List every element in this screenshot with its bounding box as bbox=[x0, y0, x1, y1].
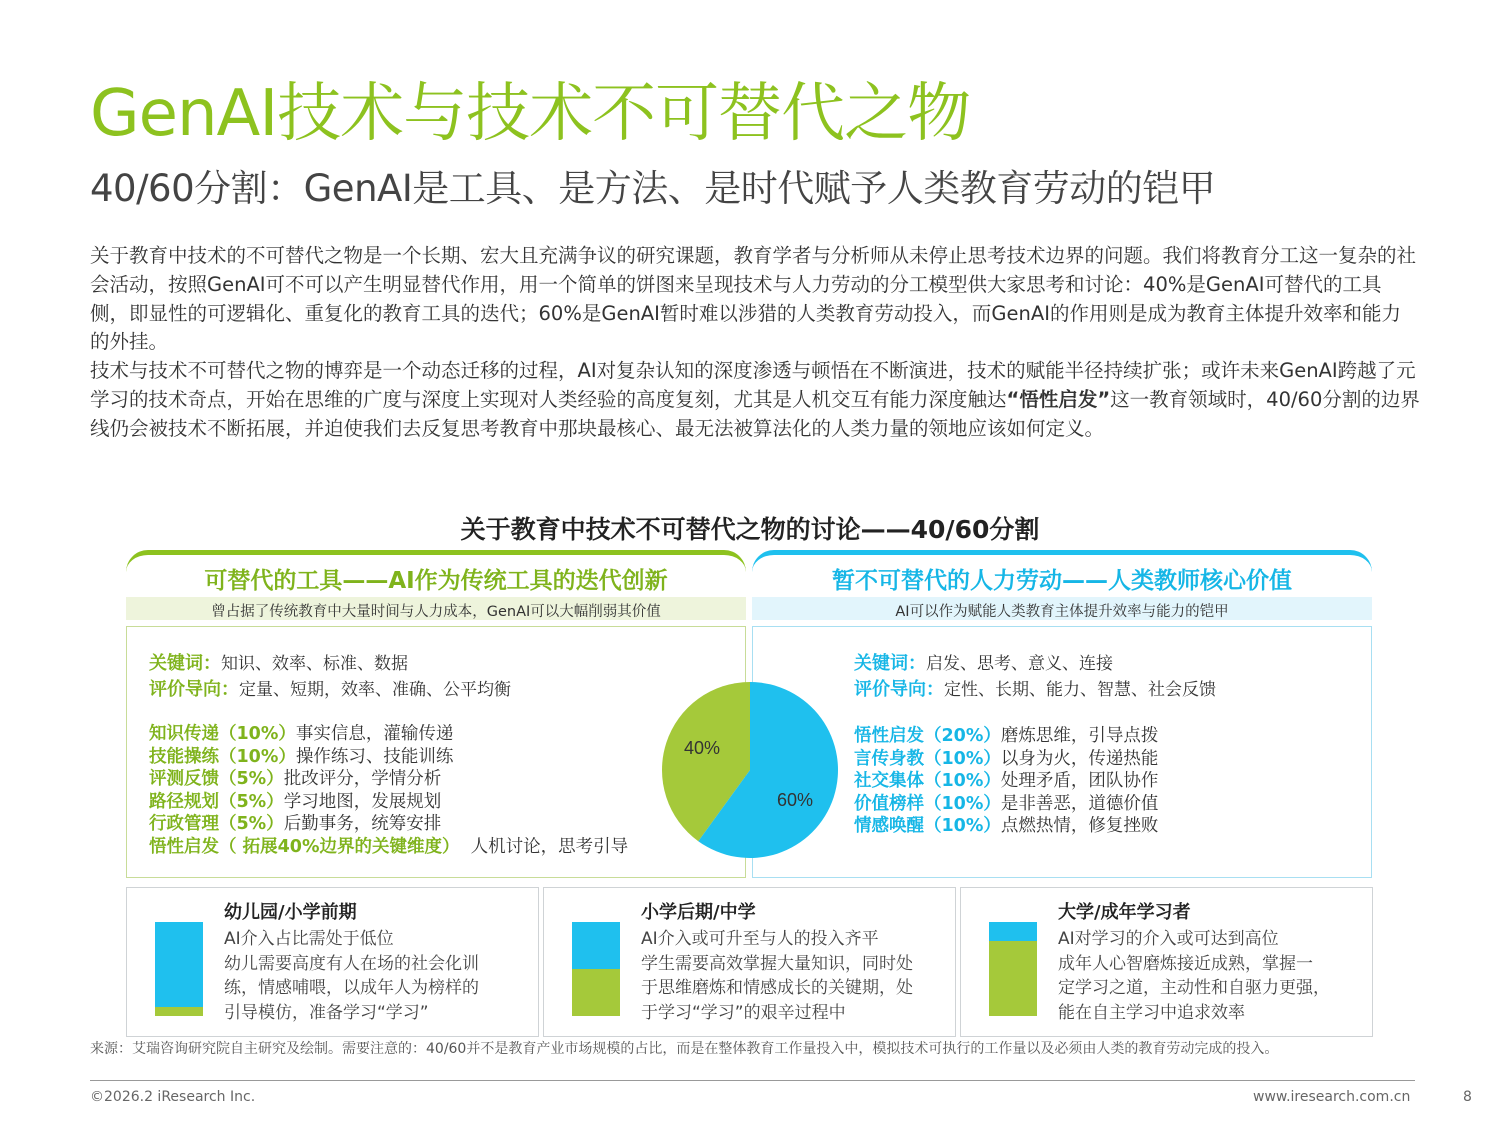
right-keywords-value: 启发、思考、意义、连接 bbox=[926, 654, 1113, 674]
left-keywords-label: 关键词： bbox=[149, 653, 221, 674]
figure-title: 关于教育中技术不可替代之物的讨论——40/60分割 bbox=[460, 515, 1040, 544]
right-keywords-label: 关键词： bbox=[854, 653, 926, 674]
stage-line: AI介入占比需处于低位 bbox=[224, 929, 394, 949]
stage-description bbox=[1058, 927, 1330, 1025]
right-item-desc: 磨炼思维，引导点拨 bbox=[1000, 726, 1159, 746]
right-item-desc: 是非善恶，道德价值 bbox=[1000, 793, 1159, 814]
stage-line: 能在自主学习中追求效率 bbox=[1058, 1002, 1245, 1023]
replaceable-tools-panel bbox=[126, 626, 746, 878]
pie-label-40: 40% bbox=[683, 738, 721, 758]
left-item-label: 行政管理（5%） bbox=[149, 814, 284, 834]
left-items-list bbox=[149, 723, 628, 858]
stage-title: 幼儿园/小学前期 bbox=[224, 902, 357, 923]
left-eval bbox=[149, 677, 511, 703]
right-item bbox=[854, 770, 1158, 793]
replaceable-tools-subtitle: 曾占据了传统教育中大量时间与人力成本，GenAI可以大幅削弱其价值 bbox=[211, 604, 661, 620]
page-title: GenAI技术与技术不可替代之物 bbox=[90, 77, 971, 151]
right-item bbox=[854, 815, 1158, 838]
replaceable-tools-header bbox=[126, 550, 746, 620]
stage-title: 大学/成年学习者 bbox=[1058, 902, 1191, 923]
human-labor-title: 暂不可替代的人力劳动——人类教师核心价值 bbox=[832, 568, 1292, 594]
stage-line: AI介入或可升至与人的投入齐平 bbox=[641, 929, 879, 949]
stage-line: 定学习之道，主动性和自驱力更强， bbox=[1058, 978, 1330, 998]
stage-bar bbox=[155, 922, 203, 1016]
left-item bbox=[149, 746, 628, 769]
source-note: 来源：艾瑞咨询研究院自主研究及绘制。需要注意的：40/60并不是教育产业市场规模的占比，而是在整体教育工作量投入中，模拟技术可执行的工作量以及必须由人类的教育劳动完成的投入。 bbox=[90, 1041, 1279, 1057]
intro-paragraph-1: 关于教育中技术的不可替代之物是一个长期、宏大且充满争议的研究课题，教育学者与分析师从未停止思考技术边界的问题。我们将教育分工这一复杂的社会活动，按照GenAI可不可以产生明显替代作用，用一个简单的饼图来呈现技术与人力劳动的分工模型供大家思考和讨论：40%是GenAI可替代的工具侧，即显性的可逻辑化、重复化的教育工具的迭代；60%是GenAI暂时难以涉猎的人类教育劳动投入，而GenAI的作用则是成为教育主体提升效率和能力的外挂。 bbox=[90, 244, 1417, 354]
left-keywords-value: 知识、效率、标准、数据 bbox=[221, 654, 408, 674]
stage-description bbox=[224, 927, 479, 1025]
stage-bar bbox=[989, 922, 1037, 1016]
right-eval bbox=[854, 677, 1216, 703]
ai-share-segment bbox=[155, 922, 203, 1007]
right-item bbox=[854, 725, 1158, 748]
stage-line: 成年人心智磨炼接近成熟，掌握一 bbox=[1058, 953, 1313, 974]
stage-card-early bbox=[126, 887, 539, 1037]
right-item-label: 价值榜样（10%） bbox=[854, 793, 1001, 814]
human-share-segment bbox=[155, 1007, 203, 1016]
intro-p2-before: 技术与技术不可替代之物的博弈是一个动态迁移的过程，AI对复杂认知的深度渗透与顿悟在不断演进，技术的赋能半径持续扩张；或许未来GenAI跨越了元学习的技术奇点，开始在思维的广度与深度上实现对人类经验的高度复刻，尤其是人机交互有能力深度触达 bbox=[90, 359, 1416, 411]
stage-line: 幼儿需要高度有人在场的社会化训 bbox=[224, 953, 479, 974]
stage-line: 于思维磨炼和情感成长的关键期，处 bbox=[641, 978, 913, 998]
left-item bbox=[149, 791, 628, 814]
stage-description bbox=[641, 927, 913, 1025]
intro-paragraph-2 bbox=[90, 357, 1420, 443]
right-item bbox=[854, 748, 1158, 771]
left-eval-value: 定量、短期，效率、准确、公平均衡 bbox=[239, 680, 511, 700]
left-item-label: 路径规划（5%） bbox=[149, 791, 284, 812]
left-item-desc: 事实信息，灌输传递 bbox=[295, 724, 454, 744]
left-item-desc: 学习地图，发展规划 bbox=[283, 791, 442, 812]
right-item-label: 悟性启发（20%） bbox=[854, 726, 1001, 746]
stage-line: 于学习“学习”的艰辛过程中 bbox=[641, 1002, 846, 1023]
left-item-desc: 批改评分，学情分析 bbox=[283, 769, 442, 789]
right-item bbox=[854, 793, 1158, 816]
copyright: ©2026.2 iResearch Inc. bbox=[90, 1089, 256, 1105]
stage-line: 练，情感哺喂，以成年人为榜样的 bbox=[224, 978, 479, 998]
left-item-label: 悟性启发（ 拓展40%边界的关键维度） bbox=[149, 836, 460, 857]
replaceable-tools-title: 可替代的工具——AI作为传统工具的迭代创新 bbox=[204, 568, 668, 594]
stage-title: 小学后期/中学 bbox=[641, 902, 756, 923]
ai-share-segment bbox=[572, 922, 620, 969]
left-item-label: 知识传递（10%） bbox=[149, 724, 296, 744]
left-keywords bbox=[149, 651, 408, 677]
right-keywords bbox=[854, 651, 1113, 677]
human-labor-subtitle: AI可以作为赋能人类教育主体提升效率与能力的铠甲 bbox=[895, 604, 1229, 620]
left-item bbox=[149, 723, 628, 746]
intro-text bbox=[90, 242, 1420, 444]
human-labor-panel bbox=[752, 626, 1372, 878]
right-item-label: 情感唤醒（10%） bbox=[854, 816, 1001, 836]
intro-p2-after: 这一教育领域时，40/60分割的边界线仍会被技术不断拓展，并迫使我们去反复思考教育中那块最核心、最无法被算法化的人类力量的领地应该如何定义。 bbox=[90, 387, 1420, 440]
ai-share-segment bbox=[989, 922, 1037, 941]
left-item bbox=[149, 813, 628, 836]
left-item-desc: 后勤事务，统筹安排 bbox=[283, 814, 442, 834]
stage-card-adult bbox=[960, 887, 1373, 1037]
page-subtitle: 40/60分割：GenAI是工具、是方法、是时代赋予人类教育劳动的铠甲 bbox=[90, 167, 1216, 210]
left-item-desc: 操作练习、技能训练 bbox=[295, 746, 454, 767]
left-item-label: 技能操练（10%） bbox=[149, 746, 296, 767]
website-url: www.iresearch.com.cn bbox=[1253, 1089, 1411, 1105]
page-number: 8 bbox=[1463, 1089, 1472, 1105]
left-item-desc: 人机讨论，思考引导 bbox=[459, 836, 629, 857]
right-items-list bbox=[854, 725, 1158, 838]
left-item bbox=[149, 768, 628, 791]
right-item-label: 社交集体（10%） bbox=[854, 771, 1001, 791]
split-pie-chart bbox=[660, 680, 840, 860]
footer-divider bbox=[90, 1080, 1415, 1081]
left-item bbox=[149, 836, 628, 859]
intro-p2-bold: “悟性启发” bbox=[1006, 387, 1111, 411]
left-item-label: 评测反馈（5%） bbox=[149, 769, 284, 789]
right-eval-value: 定性、长期、能力、智慧、社会反馈 bbox=[944, 680, 1216, 700]
stage-line: 引导模仿，准备学习“学习” bbox=[224, 1002, 429, 1023]
stage-bar bbox=[572, 922, 620, 1016]
human-share-segment bbox=[572, 969, 620, 1016]
stage-card-middle bbox=[543, 887, 956, 1037]
right-item-desc: 以身为火，传递热能 bbox=[1000, 748, 1159, 769]
stage-line: 学生需要高效掌握大量知识，同时处 bbox=[641, 953, 913, 974]
right-item-desc: 点燃热情，修复挫败 bbox=[1000, 816, 1159, 836]
left-eval-label: 评价导向： bbox=[149, 679, 239, 700]
human-labor-header bbox=[752, 550, 1372, 620]
right-item-label: 言传身教（10%） bbox=[854, 748, 1001, 769]
right-eval-label: 评价导向： bbox=[854, 679, 944, 700]
pie-label-60: 60% bbox=[776, 790, 814, 810]
stage-line: AI对学习的介入或可达到高位 bbox=[1058, 929, 1279, 949]
right-item-desc: 处理矛盾，团队协作 bbox=[1000, 771, 1159, 791]
human-share-segment bbox=[989, 941, 1037, 1016]
